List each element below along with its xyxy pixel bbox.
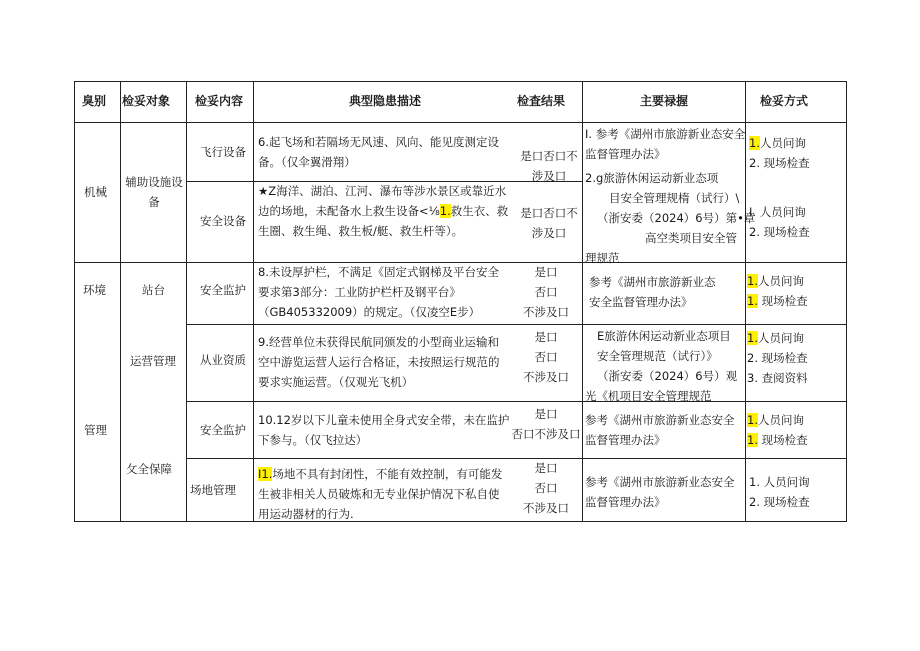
result-10-line-2: 否口不涉及口 bbox=[511, 427, 581, 441]
method-3-line-1 bbox=[747, 271, 808, 291]
basis-3-line-1: 参考《湖州市旅游新业态 bbox=[589, 275, 716, 289]
basis-3 bbox=[589, 272, 716, 312]
highlight-mark: 1. bbox=[747, 274, 758, 288]
method-4-line-1-text: 人员问询 bbox=[757, 331, 804, 345]
method-3 bbox=[747, 271, 808, 311]
result-8-line-1: 是口 bbox=[534, 265, 558, 279]
basis-2-line-1: 2.g旅游休闲运动新业态项 bbox=[585, 171, 719, 185]
col-border-4 bbox=[582, 81, 583, 522]
table-right-border bbox=[846, 81, 847, 522]
highlight-mark: 1. bbox=[747, 294, 758, 308]
basis-2 bbox=[585, 168, 756, 268]
basis-1-line-1: I. 参考《湖州市旅游新业态安全 bbox=[585, 127, 746, 141]
method-5-line-2 bbox=[747, 430, 808, 450]
row-border-yunying bbox=[186, 401, 846, 402]
method-2-line-1: I. 人员问询 bbox=[749, 205, 806, 219]
highlight-mark: 1. bbox=[439, 204, 451, 218]
highlight-mark: 1. bbox=[747, 433, 758, 447]
header-category: 臭别 bbox=[82, 94, 107, 108]
header-content: 检妥内容 bbox=[195, 94, 244, 108]
description-10 bbox=[258, 410, 509, 450]
basis-6-line-2: 监督管理办法》 bbox=[585, 495, 666, 509]
method-4-line-1 bbox=[747, 328, 808, 348]
method-1-line-1-text: 人员问询 bbox=[759, 136, 806, 150]
basis-4 bbox=[585, 326, 737, 406]
result-9-line-3: 不涉及口 bbox=[523, 370, 569, 384]
basis-3-line-2: 安全监督管理办法》 bbox=[589, 295, 693, 309]
highlight-mark: 1. bbox=[749, 136, 760, 150]
result-9-line-2: 否口 bbox=[534, 350, 558, 364]
description-9 bbox=[258, 332, 500, 392]
description-11 bbox=[258, 464, 502, 524]
method-3-line-2-text: 现场检查 bbox=[757, 294, 808, 308]
method-4 bbox=[747, 328, 808, 388]
result-9-line-1: 是口 bbox=[534, 330, 558, 344]
method-6 bbox=[749, 472, 810, 512]
result-8-line-2: 否口 bbox=[534, 285, 558, 299]
highlight-mark: 1. bbox=[747, 413, 758, 427]
row-border-station bbox=[186, 324, 846, 325]
basis-1 bbox=[585, 124, 745, 164]
method-4-line-2: 2. 现场检查 bbox=[747, 351, 808, 365]
target-yunying: 运营管理 bbox=[130, 354, 176, 368]
header-bottom-border bbox=[74, 122, 846, 123]
result-11-line-1: 是口 bbox=[534, 461, 558, 475]
highlight-mark: I1. bbox=[258, 467, 273, 481]
basis-6-line-1: 参考《湖州市旅游新业态安全 bbox=[585, 475, 735, 489]
method-3-line-1-text: 人员问询 bbox=[757, 274, 804, 288]
method-1-line-2: 2. 现场检查 bbox=[749, 156, 810, 170]
description-11-line-1-text: 场地不具有封闭性，不能有效控制，有可能发 bbox=[272, 467, 503, 481]
description-8-line-2: 要求第3部分：工业防护栏杆及钢平台》 bbox=[258, 285, 461, 299]
basis-4-line-2: 安全管理规范（试行）》 bbox=[597, 349, 718, 363]
description-11-line-3: 用运动器材的行为. bbox=[258, 507, 354, 521]
method-6-line-2: 2. 现场检查 bbox=[749, 495, 810, 509]
result-6 bbox=[516, 146, 582, 186]
content-congye: 从业资质 bbox=[200, 353, 246, 367]
result-7-line-2: 涉及口 bbox=[531, 226, 567, 240]
basis-5 bbox=[585, 410, 735, 450]
description-7 bbox=[258, 181, 508, 241]
description-7-line-2 bbox=[258, 201, 508, 221]
description-6 bbox=[258, 132, 499, 172]
description-7-line-3: 生圈、救生绳、救生板/艇、救生杆等）。 bbox=[258, 224, 464, 238]
basis-2-line-3: （浙安委（2024）6号）第•章 bbox=[597, 211, 756, 225]
result-11-line-2: 否口 bbox=[534, 481, 558, 495]
group-guanli: 管理 bbox=[84, 423, 107, 437]
result-11-line-3: 不涉及口 bbox=[523, 501, 569, 515]
result-8 bbox=[510, 262, 582, 322]
result-9 bbox=[510, 327, 582, 387]
method-2 bbox=[749, 202, 810, 242]
col-border-1 bbox=[120, 81, 121, 522]
col-border-3 bbox=[253, 81, 254, 522]
method-5 bbox=[747, 410, 808, 450]
description-9-line-1: 9.经营单位未获得民航同颁发的小型商业运输和 bbox=[258, 335, 499, 349]
header-basis: 主要禄握 bbox=[640, 94, 689, 108]
method-2-line-2: 2. 现场检查 bbox=[749, 225, 810, 239]
group-jixie: 机械 bbox=[84, 185, 107, 199]
method-5-line-2-text: 现场检查 bbox=[757, 433, 808, 447]
method-6-line-1: 1. 人员问询 bbox=[749, 475, 810, 489]
table-top-border bbox=[74, 81, 846, 82]
target-anquan: 攵全保障 bbox=[126, 462, 172, 476]
method-5-line-1-text: 人员问询 bbox=[757, 413, 804, 427]
description-9-line-2: 空中游览运营人运行合格证，未按照运行规范的 bbox=[258, 355, 500, 369]
target-fuzhu bbox=[122, 172, 186, 212]
group-huanjing: 环境 bbox=[83, 283, 106, 297]
method-5-line-1 bbox=[747, 410, 808, 430]
result-11 bbox=[510, 458, 582, 518]
result-7-line-1: 是口否口不 bbox=[520, 206, 578, 220]
description-8 bbox=[258, 262, 499, 322]
description-8-line-3: （GB405332009）的规定。（仅凌空E步） bbox=[258, 305, 481, 319]
description-7-line-2-a: 边的场地，未配备水上救生设备<⅛ bbox=[258, 204, 440, 218]
content-anquan-shebei: 安全设备 bbox=[200, 214, 246, 228]
method-1-line-1 bbox=[749, 133, 810, 153]
basis-4-line-4: 光《机项目安全管理规范 bbox=[585, 389, 712, 403]
table-left-border bbox=[74, 81, 75, 522]
target-zhantai: 站台 bbox=[142, 283, 165, 297]
method-3-line-2 bbox=[747, 291, 808, 311]
description-7-line-2-b: 救生衣、救 bbox=[450, 204, 509, 218]
description-8-line-1: 8.未设厚护栏，不满足《固定式钢梯及平台安全 bbox=[258, 265, 499, 279]
description-11-line-1 bbox=[258, 464, 502, 484]
header-description: 典型隐患描述 bbox=[349, 94, 422, 108]
method-4-line-3: 3. 查阅资料 bbox=[747, 371, 808, 385]
basis-2-line-5: 理规范 bbox=[585, 251, 620, 265]
description-11-line-2: 生被非相关人员破炼和无专业保护情况下私自使 bbox=[258, 487, 500, 501]
basis-5-line-2: 监督管理办法》 bbox=[585, 433, 666, 447]
basis-4-line-1: E旅游休闲运动新业态项目 bbox=[597, 329, 731, 343]
target-fuzhu-line1: 辅助设施设 bbox=[125, 175, 183, 189]
result-10-line-1: 是口 bbox=[534, 407, 558, 421]
method-1 bbox=[749, 133, 810, 173]
description-6-line-2: 备。（仅伞翼滑翔） bbox=[258, 155, 356, 169]
header-result: 检査结果 bbox=[517, 94, 566, 108]
basis-2-line-2: 目安全管理规楕（试行）\ bbox=[609, 191, 740, 205]
content-anquan-jianhu-1: 安全监护 bbox=[200, 283, 246, 297]
result-8-line-3: 不涉及口 bbox=[523, 305, 569, 319]
content-anquan-jianhu-2: 安全监护 bbox=[200, 423, 246, 437]
description-7-line-1: ★Z海洋、湖泊、江河、瀑布等涉水景区或靠近水 bbox=[258, 184, 507, 198]
description-10-line-1: 10.12岁以下儿童未使用全身式安全带，未在监护 bbox=[258, 413, 510, 427]
header-target: 检妥对象 bbox=[122, 94, 171, 108]
col-border-2 bbox=[186, 81, 187, 522]
target-fuzhu-line2: 备 bbox=[148, 195, 160, 209]
content-feixing: 飞行设备 bbox=[200, 145, 246, 159]
result-10 bbox=[510, 404, 582, 444]
basis-1-line-2: 监督管理办法》 bbox=[585, 147, 666, 161]
header-method: 检妥方式 bbox=[760, 94, 809, 108]
result-6-line-1: 是口否口不 bbox=[520, 149, 578, 163]
basis-4-line-3: （浙安委（2024）6号）观 bbox=[597, 369, 738, 383]
basis-6 bbox=[585, 472, 735, 512]
result-7 bbox=[516, 203, 582, 243]
highlight-mark: 1. bbox=[747, 331, 758, 345]
description-6-line-1: 6.起飞场和若隔场无风速、风向、能见度测定设 bbox=[258, 135, 499, 149]
basis-2-line-4: 高空类项目安全管 bbox=[645, 231, 737, 245]
result-6-line-2: 涉及口 bbox=[531, 169, 567, 183]
basis-5-line-1: 参考《湖州市旅游新业态安全 bbox=[585, 413, 735, 427]
description-9-line-3: 要求实施运营。（仅观光飞机） bbox=[258, 375, 414, 389]
content-changdi: 场地管理 bbox=[190, 483, 236, 497]
description-10-line-2: 下参与。（仅飞拉达） bbox=[258, 433, 368, 447]
